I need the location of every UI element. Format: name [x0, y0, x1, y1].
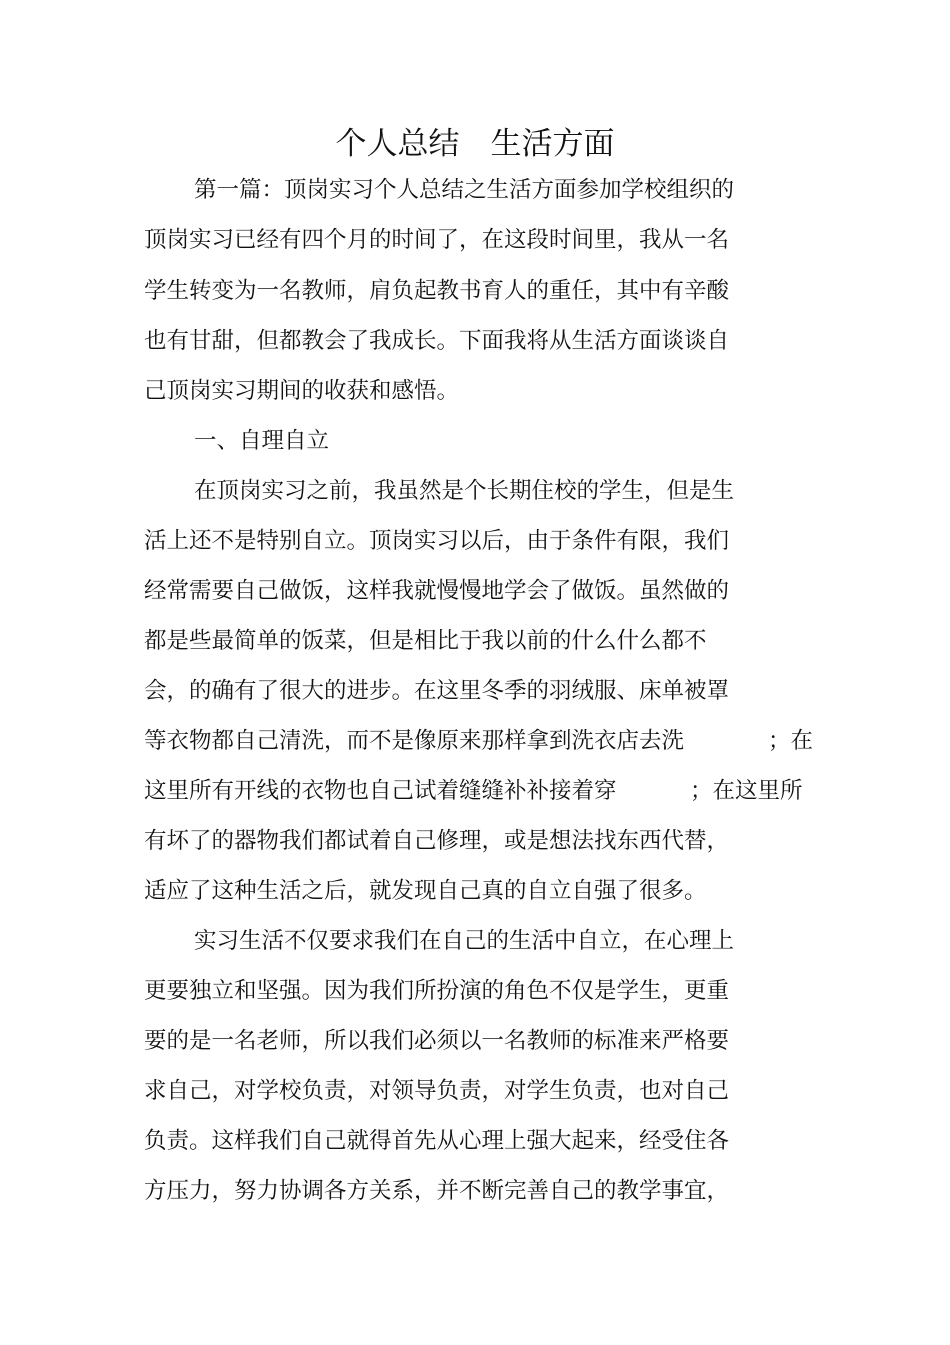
line-end-fragment: ；在 [768, 728, 814, 754]
paragraph-line: 活上还不是特别自立。顶岗实习以后，由于条件有限，我们 [144, 528, 730, 554]
paragraph-line: 都是些最简单的饭菜，但是相比于我以前的什么什么都不 [144, 628, 707, 654]
paragraph-line: 方压力，努力协调各方关系，并不断完善自己的教学事宜， [144, 1178, 730, 1204]
paragraph-line: 有坏了的器物我们都试着自己修理，或是想法找东西代替， [144, 828, 730, 854]
paragraph-line: 在顶岗实习之前，我虽然是个长期住校的学生，但是生 [194, 478, 735, 504]
paragraph-line: 等衣物都自己清洗，而不是像原来那样拿到洗衣店去洗 [144, 728, 685, 754]
paragraph-line: 更要独立和坚强。因为我们所扮演的角色不仅是学生，更重 [144, 978, 730, 1004]
paragraph-line: 要的是一名老师，所以我们必须以一名教师的标准来严格要 [144, 1028, 730, 1054]
paragraph-line: 负责。这样我们自己就得首先从心理上强大起来，经受住各 [144, 1128, 730, 1154]
page-title: 个人总结 生活方面 [335, 126, 615, 162]
paragraph-line: 也有甘甜，但都教会了我成长。下面我将从生活方面谈谈自 [144, 328, 730, 354]
paragraph-line: 这里所有开线的衣物也自己试着缝缝补补接着穿 [144, 778, 617, 804]
section-heading: 一、自理自立 [194, 428, 330, 454]
paragraph-line: 实习生活不仅要求我们在自己的生活中自立，在心理上 [194, 928, 735, 954]
paragraph-line: 会，的确有了很大的进步。在这里冬季的羽绒服、床单被罩 [144, 678, 730, 704]
paragraph-line: 学生转变为一名教师，肩负起教书育人的重任，其中有辛酸 [144, 278, 730, 304]
paragraph-line: 适应了这种生活之后，就发现自己真的自立自强了很多。 [144, 878, 707, 904]
paragraph-line: 第一篇：顶岗实习个人总结之生活方面参加学校组织的 [194, 177, 735, 203]
paragraph-line: 己顶岗实习期间的收获和感悟。 [144, 378, 460, 404]
line-end-fragment: ；在这里所 [690, 778, 803, 804]
paragraph-line: 求自己，对学校负责，对领导负责，对学生负责，也对自己 [144, 1078, 730, 1104]
paragraph-line: 经常需要自己做饭，这样我就慢慢地学会了做饭。虽然做的 [144, 578, 730, 604]
paragraph-line: 顶岗实习已经有四个月的时间了，在这段时间里，我从一名 [144, 227, 730, 253]
